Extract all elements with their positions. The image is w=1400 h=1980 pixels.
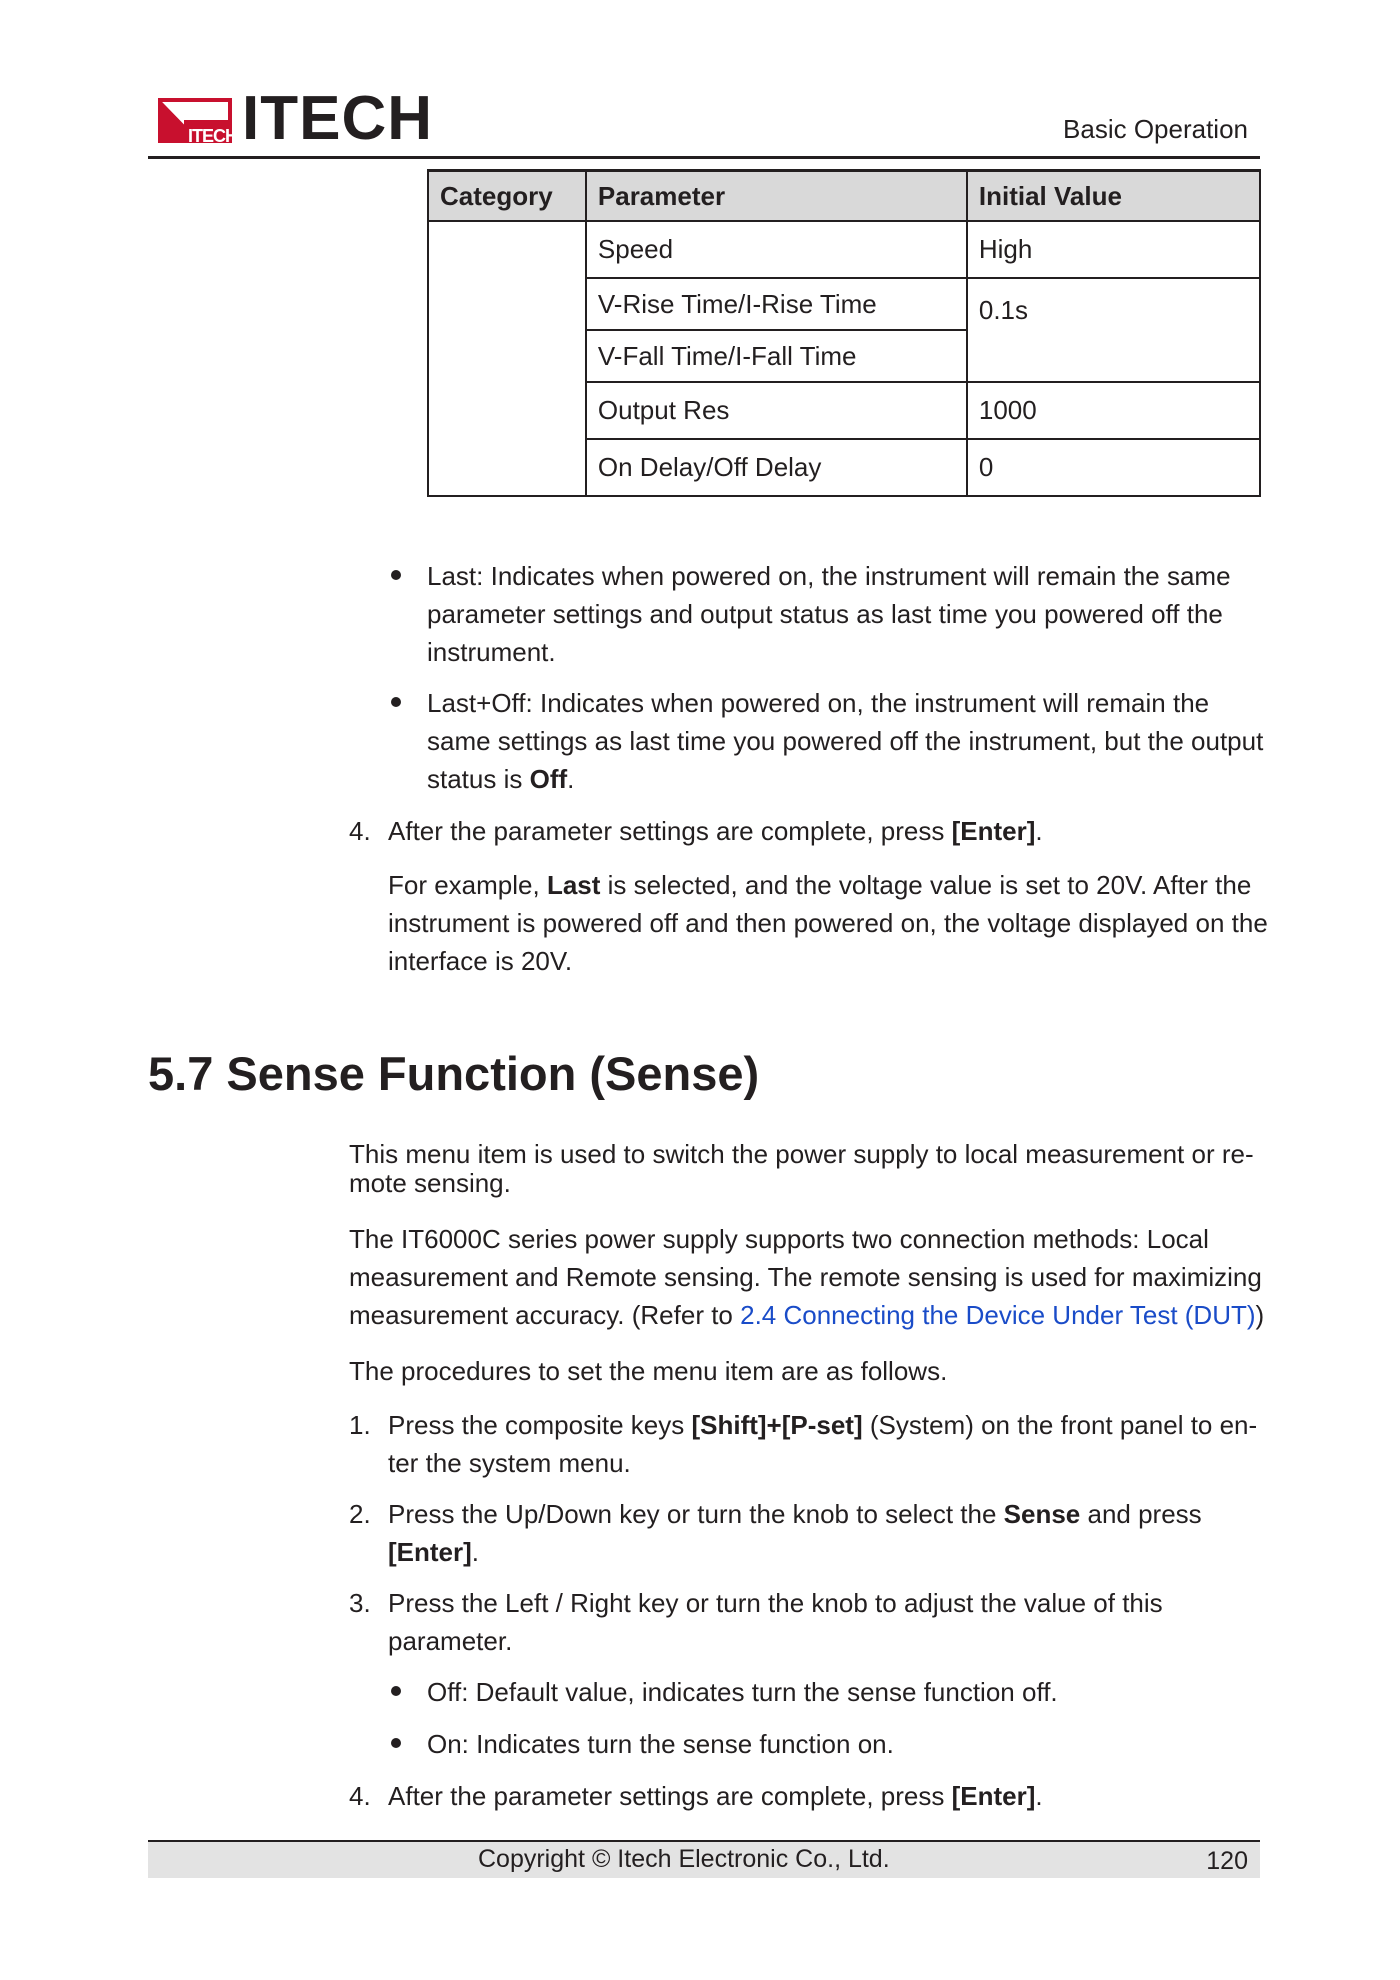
step-number: 3.	[349, 1588, 371, 1618]
value-cell: 1000	[967, 382, 1260, 439]
text-line: measurement and Remote sensing. The remote sensing is used for maximizing	[349, 1262, 1262, 1292]
value-cell: High	[967, 221, 1260, 278]
key-label: [Enter]	[951, 1781, 1036, 1811]
step-4-text	[388, 812, 1043, 850]
bullet-dot	[391, 1738, 401, 1748]
step-4-bottom-text	[388, 1777, 1043, 1815]
text-line: instrument is powered off and then powered on, the voltage displayed on the	[388, 908, 1268, 938]
step-1-text	[388, 1406, 1257, 1482]
text-line: interface is 20V.	[388, 946, 573, 976]
text-line: status is	[427, 764, 530, 794]
text-line: )	[1255, 1300, 1265, 1330]
step-number: 4.	[349, 816, 371, 846]
text-line: After the parameter settings are complete, press	[388, 816, 952, 846]
page-header	[148, 84, 1260, 159]
text-line: is selected, and the voltage value is set to 20V. After the	[600, 870, 1252, 900]
text-line: parameter settings and output status as last time you powered off the	[427, 599, 1223, 629]
value-cell: 0.1s	[967, 278, 1260, 382]
step-2-text	[388, 1495, 1202, 1571]
text-line: Last: Indicates when powered on, the instrument will remain the same	[427, 561, 1231, 591]
procedure-intro: The procedures to set the menu item are as follows.	[349, 1356, 948, 1386]
bullet-dot	[391, 697, 401, 707]
step-number: 4.	[349, 1781, 371, 1811]
bullet-last	[427, 557, 1231, 671]
text-line: instrument.	[427, 637, 556, 667]
sub-bullet-off: Off: Default value, indicates turn the sense function off.	[427, 1677, 1058, 1707]
parameter-cell: V-Rise Time/I-Rise Time	[586, 278, 967, 330]
intro-paragraph	[349, 1140, 1254, 1198]
step-3-text	[388, 1584, 1163, 1660]
header-category: Category	[428, 171, 586, 222]
text-line: .	[1035, 1781, 1043, 1811]
text-line: and press	[1080, 1499, 1202, 1529]
table-row	[428, 221, 1260, 278]
text-line: parameter.	[388, 1626, 513, 1656]
key-label: [Enter]	[388, 1537, 472, 1567]
bullet-dot	[391, 1686, 401, 1696]
text-line: Press the Up/Down key or turn the knob to select the	[388, 1499, 1004, 1529]
key-label: [Enter]	[951, 816, 1036, 846]
key-label: [Shift]+[P-set]	[691, 1410, 863, 1440]
text-line: After the parameter settings are complete, press	[388, 1781, 952, 1811]
parameter-cell: Output Res	[586, 382, 967, 439]
header-parameter: Parameter	[586, 171, 967, 222]
section-heading: 5.7 Sense Function (Sense)	[148, 1047, 760, 1100]
logo-mark-text: ITECH	[188, 126, 237, 146]
bold-term: Sense	[1003, 1499, 1081, 1529]
parameter-cell: Speed	[586, 221, 967, 278]
text-line: measurement accuracy. (Refer to	[349, 1300, 741, 1330]
step-number: 1.	[349, 1410, 371, 1440]
text-line: (System) on the front panel to en-	[862, 1410, 1258, 1440]
bold-term: Last	[546, 870, 601, 900]
page-footer	[148, 1840, 1260, 1878]
copyright-text: Copyright © Itech Electronic Co., Ltd.	[478, 1845, 890, 1873]
text-line: .	[471, 1537, 480, 1567]
page-number: 120	[1206, 1847, 1248, 1875]
text-line: Last+Off: Indicates when powered on, the instrument will remain the	[427, 688, 1210, 718]
header-initial-value: Initial Value	[967, 171, 1260, 222]
text-line: .	[567, 764, 575, 794]
text-line: ter the system menu.	[388, 1448, 631, 1478]
initial-values-table	[427, 169, 1261, 497]
text-line: Press the Left / Right key or turn the knob to adjust the value of this	[388, 1588, 1163, 1618]
step-number: 2.	[349, 1499, 371, 1529]
parameter-cell: On Delay/Off Delay	[586, 439, 967, 496]
text-line: The IT6000C series power supply supports two connection methods: Local	[349, 1224, 1209, 1254]
value-cell: 0	[967, 439, 1260, 496]
example-paragraph	[388, 866, 1268, 980]
chapter-name: Basic Operation	[1063, 114, 1248, 144]
text-line: This menu item is used to switch the power supply to local measurement or re-	[349, 1139, 1254, 1169]
sub-bullet-on: On: Indicates turn the sense function on.	[427, 1729, 894, 1759]
connection-paragraph	[349, 1220, 1264, 1334]
dut-connection-link[interactable]: 2.4 Connecting the Device Under Test (DUT)	[740, 1300, 1256, 1330]
text-line: mote sensing.	[349, 1168, 511, 1198]
text-line: For example,	[388, 870, 547, 900]
text-line: .	[1035, 816, 1043, 846]
text-line: same settings as last time you powered off the instrument, but the output	[427, 726, 1264, 756]
table-header-row	[428, 171, 1260, 222]
parameter-cell: V-Fall Time/I-Fall Time	[586, 330, 967, 382]
logo-wordmark: ITECH	[242, 84, 433, 153]
text-line: Press the composite keys	[388, 1410, 692, 1440]
category-cell	[428, 221, 586, 496]
bullet-last-off	[427, 684, 1263, 798]
bold-term: Off	[529, 764, 568, 794]
bullet-dot	[391, 570, 401, 580]
